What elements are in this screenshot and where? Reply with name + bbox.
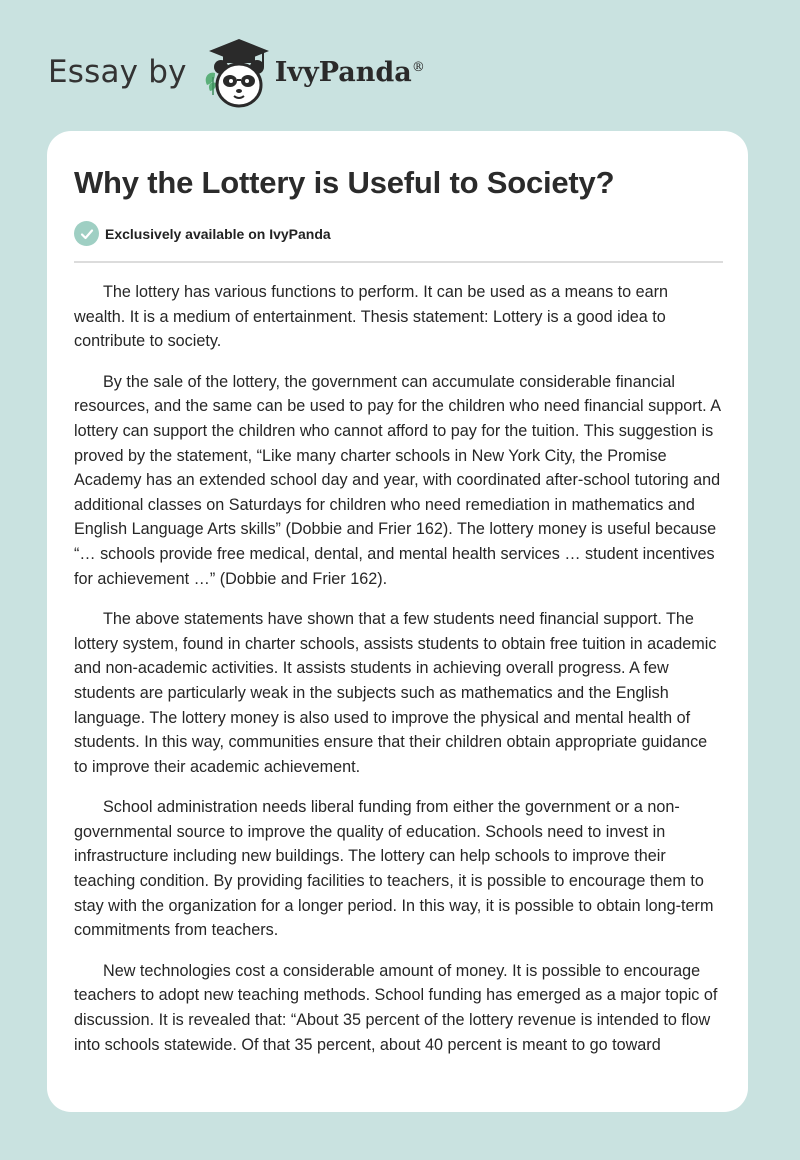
essay-body [74, 280, 723, 1073]
paragraph: New technologies cost a considerable amount of money. It is possible to encourage teachers to adopt new teaching methods. School funding has emerged as a major topic of discussion. It is revealed that: “About 35 percent of the lottery revenue is intended to flow into schools statewide. Of that 35 percent, about 40 percent is meant to go toward [74, 961, 718, 1054]
essay-by-text: Essay by [48, 54, 187, 90]
essay-card [47, 131, 748, 1112]
site-header [48, 32, 425, 112]
panda-graduate-logo-icon[interactable] [201, 33, 271, 111]
brand-name-text: IvyPanda [274, 56, 412, 88]
paragraph: The lottery has various functions to perform. It can be used as a means to earn wealth. It is a medium of entertainment. Thesis statement: Lottery is a good idea to contribute to society. [74, 283, 669, 351]
paragraph: The above statements have shown that a few students need financial support. The lottery system, found in charter schools, assists students to obtain free tuition in academic and non-academic activities. It assists students in achieving overall progress. A few students are particularly weak in the subjects such as mathematics and the English language. The lottery money is also used to improve the physical and mental health of students. In this way, communities ensure that their children obtain appropriate guidance to improve their academic achievement. [74, 610, 717, 776]
paragraph: By the sale of the lottery, the government can accumulate considerable financial resources, and the same can be used to pay for the children who need financial support. A lottery can support the children who cannot afford to pay for the tuition. This suggestion is proved by the statement, “Like many charter schools in New York City, the Promise Academy has an extended school day and year, with coordinated after-school tutoring and additional classes on Saturdays for children who need remediation in mathematics and English Language Arts skills” (Dobbie and Frier 162). The lottery money is useful because “… schools provide free medical, dental, and mental health services … student incentives for achievement …” (Dobbie and Frier 162). [74, 372, 721, 588]
paragraph: School administration needs liberal funding from either the government or a non-governmental source to improve the quality of education. Schools need to invest in infrastructure including new buildings. The lottery can help schools to improve their teaching condition. By providing facilities to teachers, it is possible to encourage them to stay with the organization for a longer period. In this way, it is possible to obtain long-term commitments from teachers. [74, 798, 714, 940]
page-title: Why the Lottery is Useful to Society? [74, 165, 615, 200]
registered-mark: ® [411, 59, 425, 75]
divider [74, 261, 723, 263]
check-circle-icon [74, 221, 99, 246]
exclusive-badge [74, 221, 331, 246]
exclusive-label: Exclusively available on IvyPanda [105, 225, 331, 242]
brand-name[interactable] [275, 57, 425, 88]
